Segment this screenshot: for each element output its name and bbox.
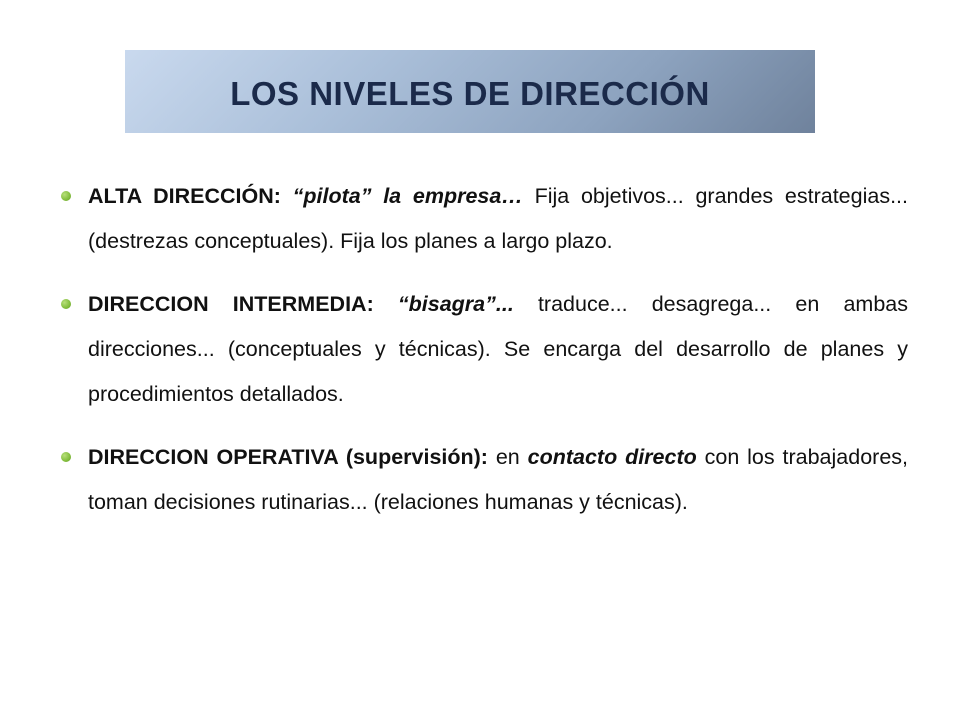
- bullet-direccion-intermedia: [60, 282, 908, 417]
- page-title: LOS NIVELES DE DIRECCIÓN: [230, 74, 710, 112]
- bullet-dot-icon: [61, 299, 71, 309]
- bullet-dot-icon: [61, 191, 71, 201]
- bullet-alta-direccion: [60, 174, 908, 264]
- bullet-emphasis: contacto directo: [527, 445, 697, 469]
- bullet-heading: DIRECCION INTERMEDIA:: [88, 292, 398, 316]
- bullet-emphasis: “pilota” la empresa…: [292, 184, 523, 208]
- bullet-dot-icon: [61, 452, 71, 462]
- bullet-list: [60, 174, 908, 543]
- title-banner: [125, 50, 815, 133]
- bullet-heading: ALTA DIRECCIÓN:: [88, 184, 293, 208]
- bullet-text: en: [487, 445, 528, 469]
- bullet-text: con los trabajadores, toman decisiones rutinarias... (relaciones humanas y técnicas).: [88, 445, 908, 514]
- bullet-text: Fija objetivos... grandes estrategias... (destrezas conceptuales). Fija los planes a largo plazo.: [88, 184, 908, 253]
- bullet-direccion-operativa: [60, 435, 908, 525]
- bullet-text: traduce... desagrega... en ambas direcciones... (conceptuales y técnicas). Se encarga del desarrollo de planes y procedimientos detallados.: [88, 292, 908, 406]
- bullet-heading: DIRECCION OPERATIVA (supervisión):: [88, 445, 488, 469]
- bullet-emphasis: “bisagra”...: [397, 292, 514, 316]
